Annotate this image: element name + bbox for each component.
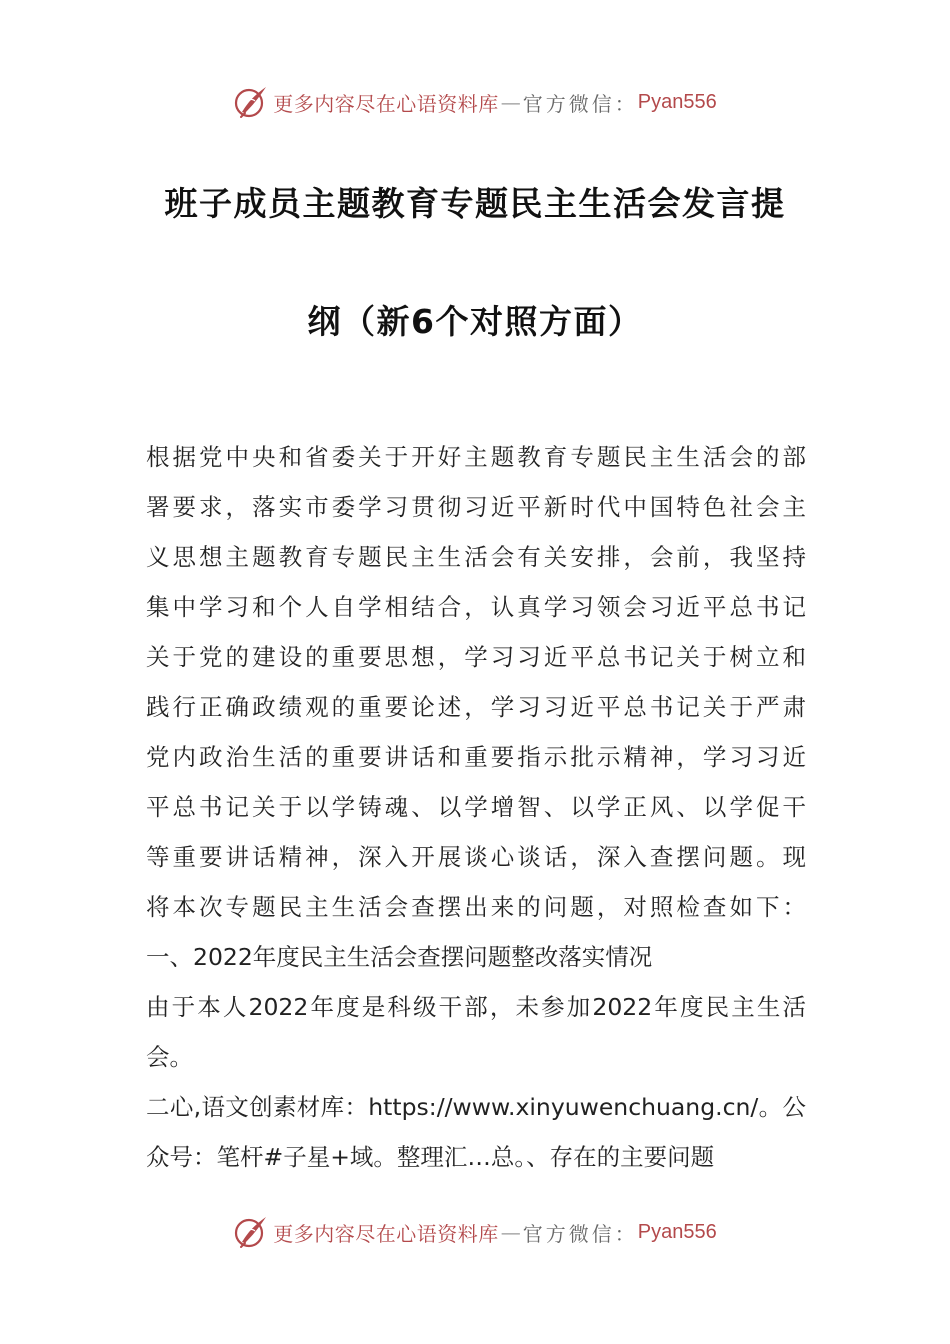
watermark-text: 更多内容尽在心语资料库 [273,91,499,116]
body-line: 平总书记关于以学铸魂、以学增智、以学正风、以学促干 [146,793,806,821]
watermark-official-label: 官方微信： [522,1221,638,1246]
watermark-dash: — [500,90,521,114]
watermark-wechat-id: Pyan556 [637,90,717,113]
document-title-line-2: 纲（新6个对照方面） [307,302,643,341]
section-heading-2: 众号：笔杆#子星+域。整理汇…总。、存在的主要问题 [146,1143,715,1171]
body-line: 根据党中央和省委关于开好主题教育专题民主生活会的部 [146,443,806,471]
watermark-official-label: 官方微信： [522,91,638,116]
body-line: 关于党的建设的重要思想，学习习近平总书记关于树立和 [146,643,806,671]
quill-logo-icon [233,1214,269,1250]
watermark-text: 更多内容尽在心语资料库 [273,1221,499,1246]
watermark-wechat-id: Pyan556 [637,1220,717,1243]
body-line: 党内政治生活的重要讲话和重要指示批示精神，学习习近 [146,743,806,771]
watermark-header [0,82,950,122]
watermark-dash: — [500,1220,521,1244]
body-line: 由于本人2022年度是科级干部，未参加2022年度民主生活 [146,993,806,1021]
body-line: 二心,语文创素材库：https://www.xinyuwenchuang.cn/。公 [146,1093,806,1121]
watermark-footer [0,1212,950,1252]
body-line: 集中学习和个人自学相结合，认真学习领会习近平总书记 [146,593,806,621]
document-body [146,432,806,1182]
body-line: 署要求，落实市委学习贯彻习近平新时代中国特色社会主 [146,493,806,521]
body-line: 践行正确政绩观的重要论述，学习习近平总书记关于严肃 [146,693,806,721]
document-title-line-1: 班子成员主题教育专题民主生活会发言提 [164,184,786,223]
quill-logo-icon [233,84,269,120]
section-heading-1: 一、2022年度民主生活会查摆问题整改落实情况 [146,943,653,971]
body-line: 等重要讲话精神，深入开展谈心谈话，深入查摆问题。现 [146,843,806,871]
body-line: 会。 [146,1043,193,1071]
body-line: 义思想主题教育专题民主生活会有关安排，会前，我坚持 [146,543,806,571]
body-line: 将本次专题民主生活会查摆出来的问题，对照检查如下： [146,893,806,921]
